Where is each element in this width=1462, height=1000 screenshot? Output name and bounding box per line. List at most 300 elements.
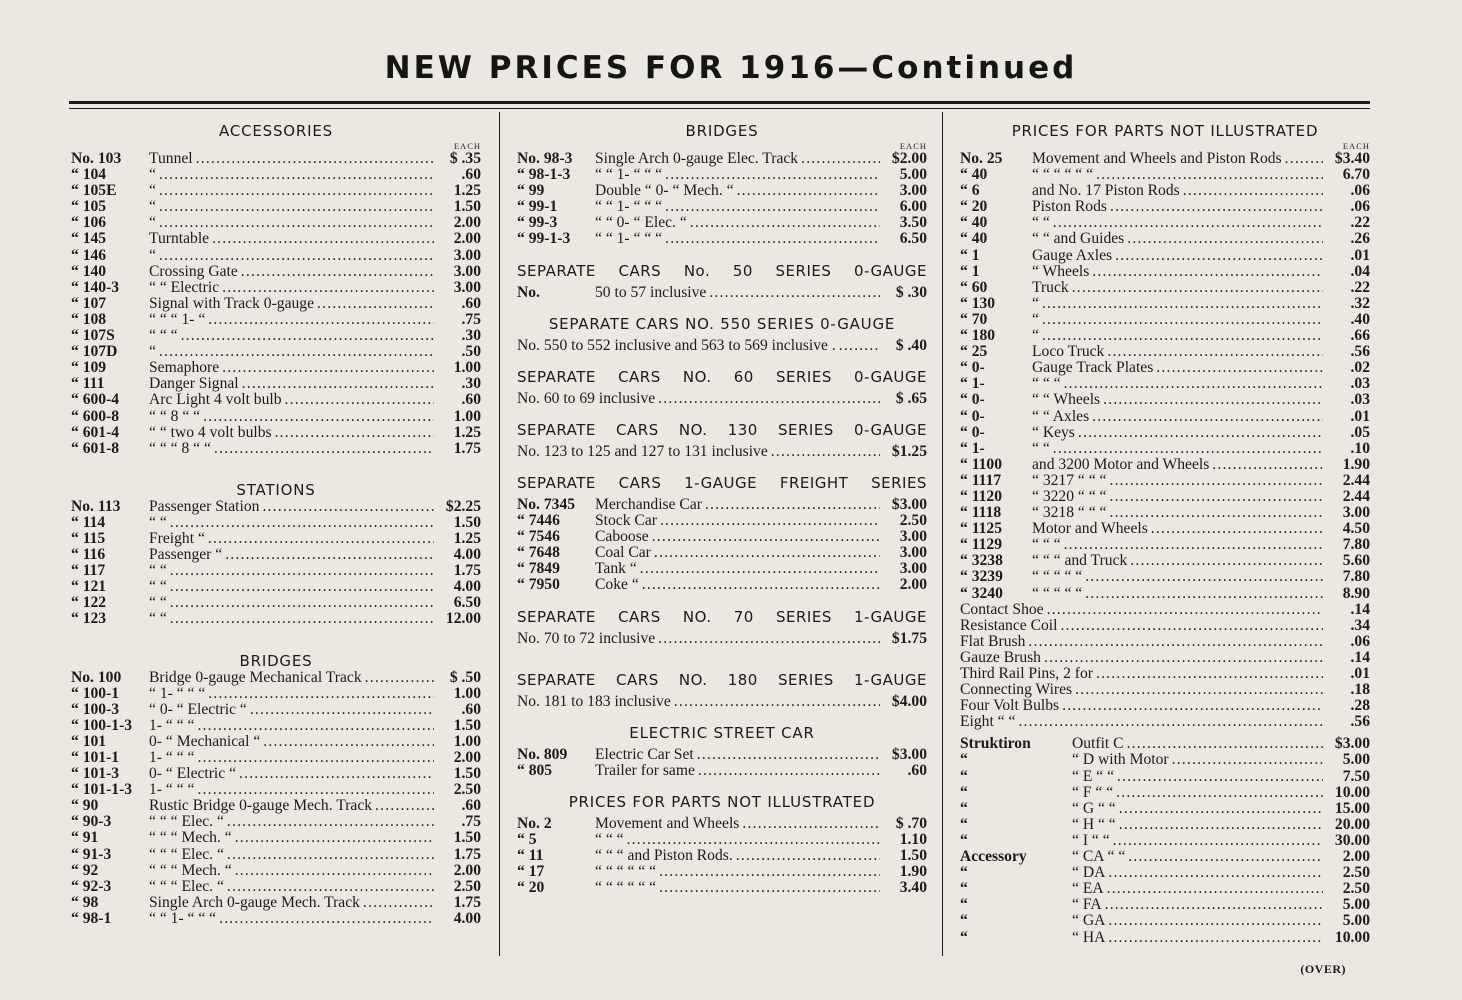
sep-70-heading [517, 608, 927, 626]
price-row [517, 215, 927, 231]
price-row [517, 529, 927, 545]
leader-dots [697, 747, 880, 763]
price-row [960, 457, 1370, 473]
item-number: “ 121 [71, 578, 107, 596]
item-price: $ .35 [449, 150, 481, 167]
item-description: “ “ [149, 562, 167, 580]
item-number: “ 116 [71, 546, 106, 564]
leader-dots [1103, 392, 1323, 408]
item-description: 50 to 57 inclusive [595, 283, 707, 301]
item-description: “ “ Wheels [1032, 391, 1101, 409]
leader-dots [212, 231, 434, 247]
leader-dots [1212, 457, 1323, 473]
item-price: 12.00 [445, 610, 481, 628]
item-price: .10 [1350, 439, 1370, 457]
heading-word: SERIES [775, 261, 832, 280]
item-description: “ “ [1032, 214, 1050, 232]
leader-dots [159, 183, 434, 199]
parts-heading-3: PRICES FOR PARTS NOT ILLUSTRATED [1011, 122, 1319, 140]
item-price: 7.80 [1342, 536, 1370, 554]
price-row [960, 785, 1370, 801]
item-description: “ “ 1- “ “ “ [595, 230, 663, 248]
item-number: “ 1- [960, 439, 985, 457]
leader-dots [1105, 897, 1323, 913]
column-3 [960, 112, 1370, 946]
item-price: 3.00 [453, 262, 481, 280]
item-price: 2.50 [899, 512, 927, 530]
leader-dots [1085, 569, 1323, 585]
item-description: “ “ 1- “ “ “ [149, 909, 217, 927]
item-description: “ 3220 “ “ “ [1032, 487, 1107, 505]
price-row [71, 863, 481, 879]
item-description: 1- “ “ “ [149, 749, 195, 766]
leader-dots [1285, 151, 1323, 167]
misc-parts-list [960, 602, 1370, 731]
price-row [517, 338, 927, 354]
sep-550-list [517, 338, 927, 354]
leader-dots [1119, 801, 1323, 817]
item-number: “ 40 [960, 230, 988, 248]
item-description: Motor and Wheels [1032, 520, 1148, 538]
price-row [960, 913, 1370, 929]
heading-word: SERIES [776, 607, 832, 626]
item-description: “ “ 1- “ “ “ [595, 166, 663, 184]
price-row [71, 312, 481, 328]
heading-word: 70 [733, 607, 754, 626]
price-row [960, 425, 1370, 441]
price-row [960, 618, 1370, 634]
item-number: “ [960, 831, 968, 849]
leader-dots [159, 344, 434, 360]
item-description: 0- “ Electric “ [149, 765, 237, 783]
item-price: 1.75 [453, 439, 481, 457]
item-price: 2.44 [1342, 471, 1370, 489]
leader-dots [196, 151, 434, 167]
leader-dots [208, 312, 434, 328]
leader-dots [1119, 817, 1323, 833]
price-row [960, 801, 1370, 817]
leader-dots [1085, 586, 1323, 602]
item-price: 1.50 [453, 829, 481, 847]
leader-dots [250, 702, 434, 718]
item-price: 3.40 [899, 879, 927, 897]
price-row [960, 698, 1370, 714]
heading-word: 130 [727, 420, 758, 439]
heading-word: SEPARATE [517, 670, 596, 689]
item-price: 5.00 [1342, 896, 1370, 914]
item-number: “ 17 [517, 863, 545, 881]
item-number: “ 1129 [960, 536, 1003, 554]
leader-dots [654, 545, 880, 561]
item-price: 5.60 [1342, 552, 1370, 570]
item-description: “ “ 1- “ “ “ [595, 198, 663, 216]
each-label: EACH [899, 141, 927, 151]
item-number: “ 20 [960, 198, 988, 216]
price-row [71, 782, 481, 798]
item-description: “ 3218 “ “ “ [1032, 504, 1107, 522]
item-description: Four Volt Bulbs [960, 697, 1060, 715]
item-description: “ “ [1032, 439, 1050, 457]
item-number: “ 90 [71, 797, 99, 815]
item-number: No. 809 [517, 745, 568, 763]
item-price: 1.00 [453, 359, 481, 377]
item-number: “ 805 [517, 761, 553, 779]
item-number: “ 1125 [960, 520, 1003, 538]
item-number: “ 1 [960, 246, 980, 264]
item-description: Gauge Axles [1032, 246, 1113, 264]
item-number: “ 98-1 [71, 909, 112, 927]
item-description: and 3200 Motor and Wheels [1032, 455, 1210, 473]
item-description: Gauze Brush [960, 648, 1041, 666]
item-number: “ 0- [960, 359, 985, 377]
item-description: “ H “ “ [1072, 815, 1116, 833]
item-number: “ 107 [71, 294, 107, 312]
price-row [517, 848, 927, 864]
item-price: 2.50 [1342, 880, 1370, 898]
item-description: Freight “ [149, 529, 205, 547]
item-number: “ 117 [71, 562, 106, 580]
leader-dots [1028, 634, 1323, 650]
item-description: “ “ Axles [1032, 407, 1090, 425]
item-number: No. 100 [71, 668, 122, 686]
item-description: Movement and Wheels [595, 814, 740, 832]
item-price: .03 [1350, 391, 1370, 409]
price-row [71, 895, 481, 911]
item-number: “ 106 [71, 214, 107, 232]
leader-dots [225, 547, 434, 563]
heading-word: SERIES [871, 473, 927, 492]
item-price: 1.50 [453, 716, 481, 734]
leader-dots [241, 264, 434, 280]
heading-word: 60 [733, 367, 754, 386]
item-price: 2.00 [453, 749, 481, 766]
price-row [517, 832, 927, 848]
item-price: $3.00 [1334, 735, 1370, 753]
leader-dots [263, 734, 434, 750]
item-number: “ [960, 864, 968, 882]
price-row [960, 248, 1370, 264]
price-row [960, 752, 1370, 768]
leader-dots [660, 513, 880, 529]
item-description: Connecting Wires [960, 681, 1073, 699]
leader-dots [1109, 473, 1323, 489]
heading-word: 180 [727, 670, 758, 689]
item-description: “ “ 0- “ Elec. “ [595, 214, 687, 232]
leader-dots [1072, 280, 1323, 296]
item-number: “ 3238 [960, 552, 1003, 570]
item-price: $1.75 [891, 629, 927, 647]
sep-180-list [517, 694, 927, 710]
item-number: “ 11 [517, 847, 544, 865]
leader-dots [365, 670, 434, 686]
price-row [517, 561, 927, 577]
price-row [960, 881, 1370, 897]
leader-dots [1130, 553, 1323, 569]
price-row [517, 231, 927, 247]
leader-dots [1042, 328, 1323, 344]
heading-word: CARS [616, 420, 659, 439]
bridges-list-2 [517, 151, 927, 248]
item-description: Crossing Gate [149, 262, 238, 280]
heading-word: NO. [682, 607, 712, 626]
price-row [960, 736, 1370, 752]
leader-dots [1110, 199, 1323, 215]
leader-dots [1064, 537, 1323, 553]
item-number: “ [960, 912, 968, 930]
leader-dots [801, 151, 880, 167]
leader-dots [1096, 167, 1323, 183]
item-description: Electric Car Set [595, 745, 694, 763]
price-row [71, 409, 481, 425]
item-description: No. 70 to 72 inclusive [517, 629, 656, 647]
leader-dots [222, 280, 434, 296]
item-description: 1- “ “ “ [149, 781, 195, 799]
leader-dots [214, 441, 434, 457]
price-row [71, 814, 481, 830]
leader-dots [219, 911, 434, 927]
item-price: 20.00 [1334, 815, 1370, 833]
leader-dots [235, 830, 434, 846]
sep-70-list [517, 631, 927, 647]
item-description: “ [1032, 310, 1039, 328]
item-number: “ 1100 [960, 455, 1003, 473]
price-row [517, 285, 927, 301]
heading-word: CARS [618, 261, 662, 280]
item-number: “ [960, 767, 968, 785]
price-row [517, 631, 927, 647]
leader-dots [674, 694, 880, 710]
item-price: 3.00 [899, 544, 927, 562]
item-number: “ 91 [71, 829, 99, 847]
leader-dots [652, 529, 880, 545]
price-row [71, 280, 481, 296]
item-description: “ “ “ 8 “ “ [149, 439, 211, 457]
item-number: No. 2 [517, 814, 552, 832]
price-row [71, 595, 481, 611]
price-row [960, 409, 1370, 425]
item-number: “ 40 [960, 214, 988, 232]
leader-dots [159, 167, 434, 183]
item-price: 4.00 [453, 578, 481, 596]
item-number: “ 109 [71, 359, 107, 377]
item-price: 1.50 [453, 513, 481, 531]
leader-dots [242, 376, 434, 392]
leader-dots [317, 296, 434, 312]
sep-180-heading [517, 671, 927, 689]
leader-dots [1053, 441, 1323, 457]
leader-dots [227, 879, 434, 895]
price-row [71, 670, 481, 686]
item-price: 5.00 [1342, 912, 1370, 930]
item-number: “ 107D [71, 343, 118, 361]
item-price: 1.50 [899, 847, 927, 865]
leader-dots [1108, 913, 1323, 929]
price-row [960, 569, 1370, 585]
sep-550-heading: SEPARATE CARS NO. 550 SERIES 0-GAUGE [548, 314, 896, 333]
item-price: .34 [1350, 616, 1370, 634]
sep-50-heading [517, 262, 927, 280]
leader-dots [170, 515, 434, 531]
item-price: $2.25 [445, 497, 481, 515]
item-description: Tunnel [149, 150, 193, 167]
item-price: .06 [1350, 182, 1370, 200]
leader-dots [1108, 865, 1323, 881]
leader-dots [208, 531, 434, 547]
item-description: Outfit C [1072, 735, 1124, 753]
price-row [517, 497, 927, 513]
item-description: “ “ “ Elec. “ [149, 845, 224, 863]
item-description: Tank “ [595, 560, 637, 578]
item-number: “ 99 [517, 182, 545, 200]
item-price: 1.25 [453, 423, 481, 441]
leader-dots [197, 718, 434, 734]
leader-dots [262, 499, 434, 515]
price-row [71, 750, 481, 766]
item-price: 2.00 [899, 576, 927, 594]
item-number: “ 98-1-3 [517, 166, 571, 184]
item-price: .60 [907, 761, 927, 779]
leader-dots [658, 631, 880, 647]
leader-dots [181, 328, 434, 344]
sep-60-heading [517, 368, 927, 386]
item-number: No. 103 [71, 150, 122, 167]
item-number: “ 146 [71, 246, 107, 264]
heading-word: SEPARATE [517, 261, 596, 280]
item-number: “ 25 [960, 343, 988, 361]
item-price: 15.00 [1334, 799, 1370, 817]
sep-130-heading [517, 421, 927, 439]
item-description: “ CA “ “ [1072, 848, 1126, 866]
price-row [71, 296, 481, 312]
item-description: Passenger Station [149, 497, 260, 515]
leader-dots [1172, 752, 1323, 768]
price-row [71, 830, 481, 846]
item-description: Arc Light 4 volt bulb [149, 391, 282, 409]
price-row [960, 151, 1370, 167]
item-price: .60 [461, 391, 481, 409]
item-description: “ “ “ Elec. “ [149, 813, 224, 831]
item-description: “ “ “ [1032, 536, 1061, 554]
leader-dots [1053, 215, 1323, 231]
price-row [71, 911, 481, 927]
item-price: 1.75 [453, 562, 481, 580]
price-row [71, 499, 481, 515]
item-number: No. 7345 [517, 495, 576, 513]
price-row [960, 505, 1370, 521]
price-row [71, 515, 481, 531]
struktiron-list [960, 736, 1370, 945]
leader-dots [627, 832, 880, 848]
item-price: 3.00 [899, 182, 927, 200]
price-row [71, 879, 481, 895]
item-number: Accessory [960, 848, 1027, 866]
item-number: No. [517, 283, 540, 301]
price-row [960, 666, 1370, 682]
item-number: “ 99-3 [517, 214, 558, 232]
item-description: “ HA [1072, 928, 1106, 946]
item-price: .56 [1350, 343, 1370, 361]
item-number: “ 100-1-3 [71, 716, 133, 734]
item-price: .05 [1350, 423, 1370, 441]
heading-word: SEPARATE [517, 607, 596, 626]
leader-dots [1127, 736, 1323, 752]
each-label: EACH [1342, 141, 1370, 151]
item-number: “ [960, 880, 968, 898]
leader-dots [698, 763, 880, 779]
item-description: No. 60 to 69 inclusive [517, 389, 656, 407]
price-row [960, 865, 1370, 881]
item-description: “ “ [149, 594, 167, 612]
price-row [960, 833, 1370, 849]
heading-word: 1-GAUGE [684, 473, 758, 492]
price-row [960, 215, 1370, 231]
column-2 [517, 112, 927, 896]
item-description: “ “ Electric [149, 278, 220, 296]
over-note: (OVER) [1300, 962, 1346, 976]
item-price: 6.50 [453, 594, 481, 612]
item-price: 6.70 [1342, 166, 1370, 184]
column-1 [71, 112, 481, 927]
leader-dots [1117, 769, 1323, 785]
item-price: .50 [461, 343, 481, 361]
item-price: .32 [1350, 294, 1370, 312]
item-description: “ [149, 246, 156, 264]
item-description: “ [1032, 294, 1039, 312]
heading-word: CARS [618, 367, 661, 386]
heading-word: SERIES [777, 670, 834, 689]
item-price: 2.00 [453, 861, 481, 879]
leader-dots [170, 595, 434, 611]
item-price: 1.00 [453, 684, 481, 702]
leader-dots [235, 863, 434, 879]
item-number: “ [960, 928, 968, 946]
item-description: “ “ “ [149, 327, 178, 345]
item-description: “ DA [1072, 864, 1106, 882]
item-description: “ F “ “ [1072, 783, 1114, 801]
item-description: Coal Car [595, 544, 651, 562]
price-row [517, 816, 927, 832]
item-number: “ [960, 783, 968, 801]
item-description: “ [149, 214, 156, 232]
item-price: .01 [1350, 665, 1370, 682]
item-description: Trailer for same [595, 761, 695, 779]
item-price: $ .50 [449, 668, 481, 686]
leader-dots [1156, 360, 1323, 376]
leader-dots [1127, 231, 1323, 247]
heading-word: 0-GAUGE [853, 420, 927, 439]
item-description: and No. 17 Piston Rods [1032, 182, 1180, 200]
item-number: “ 115 [71, 529, 106, 547]
bridges-heading-2: BRIDGES [685, 122, 759, 140]
price-row [960, 634, 1370, 650]
parts-list-3 [960, 151, 1370, 602]
leader-dots [658, 391, 880, 407]
price-row [71, 183, 481, 199]
item-price: 5.00 [1342, 751, 1370, 769]
heading-word: SERIES [777, 420, 834, 439]
leader-dots [1047, 602, 1323, 618]
price-row [960, 521, 1370, 537]
item-description: “ “ “ and Truck [1032, 552, 1128, 570]
item-number: “ 600-4 [71, 391, 120, 409]
item-description: “ [149, 166, 156, 184]
item-price: 7.50 [1342, 767, 1370, 785]
price-row [960, 312, 1370, 328]
item-number: “ 70 [960, 310, 988, 328]
price-row [960, 714, 1370, 730]
parts-list-2 [517, 816, 927, 896]
leader-dots [1151, 521, 1323, 537]
